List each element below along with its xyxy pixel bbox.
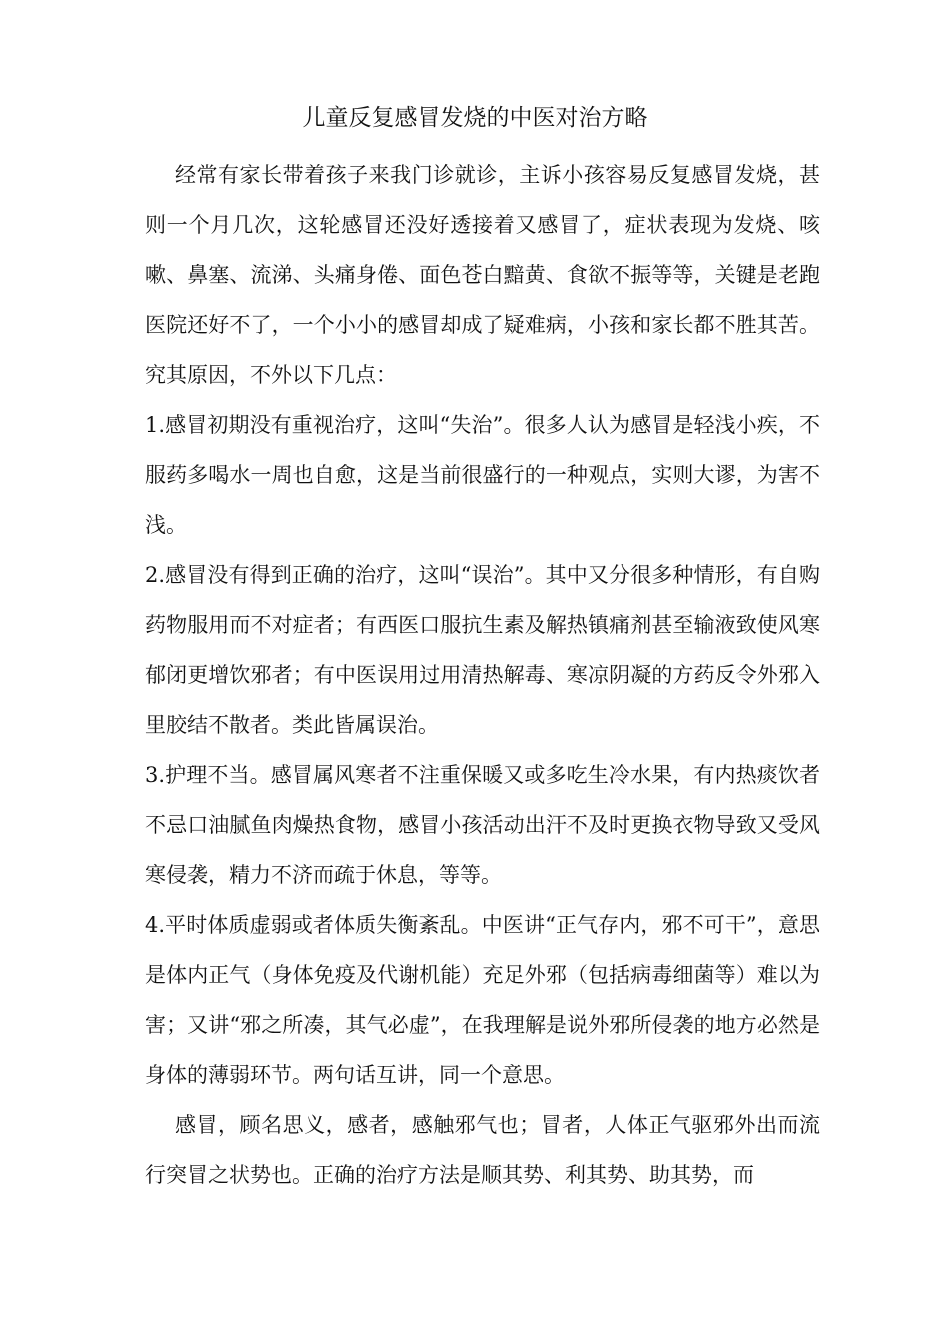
paragraph-intro: 经常有家长带着孩子来我门诊就诊，主诉小孩容易反复感冒发烧，甚则一个月几次，这轮感冒还没好透接着又感冒了，症状表现为发烧、咳嗽、鼻塞、流涕、头痛身倦、面色苍白黯黄、食欲不振等等，关键是老跑医院还好不了，一个小小的感冒却成了疑难病，小孩和家长都不胜其苦。究其原因，不外以下几点： [145, 163, 820, 387]
document-body [145, 150, 820, 1200]
document-title: 儿童反复感冒发烧的中医对治方略 [302, 105, 648, 131]
paragraph-treatment: 感冒，顾名思义，感者，感触邪气也；冒者，人体正气驱邪外出而流行突冒之状势也。正确的治疗方法是顺其势、利其势、助其势，而 [145, 1113, 820, 1187]
paragraph-point-2: 2.感冒没有得到正确的治疗，这叫“误治”。其中又分很多种情形，有自购药物服用而不对症者；有西医口服抗生素及解热镇痛剂甚至输液致使风寒郁闭更增饮邪者；有中医误用过用清热解毒、寒凉阴凝的方药反令外邪入里胶结不散者。类此皆属误治。 [145, 563, 820, 737]
paragraph-point-1: 1.感冒初期没有重视治疗，这叫“失治”。很多人认为感冒是轻浅小疾，不服药多喝水一周也自愈，这是当前很盛行的一种观点，实则大谬，为害不浅。 [145, 413, 820, 537]
paragraph-point-3: 3.护理不当。感冒属风寒者不注重保暖又或多吃生冷水果，有内热痰饮者不忌口油腻鱼肉燥热食物，感冒小孩活动出汗不及时更换衣物导致又受风寒侵袭，精力不济而疏于休息，等等。 [145, 763, 820, 887]
paragraph-point-4: 4.平时体质虚弱或者体质失衡紊乱。中医讲“正气存内，邪不可干”，意思是体内正气（身体免疫及代谢机能）充足外邪（包括病毒细菌等）难以为害；又讲“邪之所凑，其气必虚”，在我理解是说外邪所侵袭的地方必然是身体的薄弱环节。两句话互讲，同一个意思。 [145, 913, 820, 1087]
